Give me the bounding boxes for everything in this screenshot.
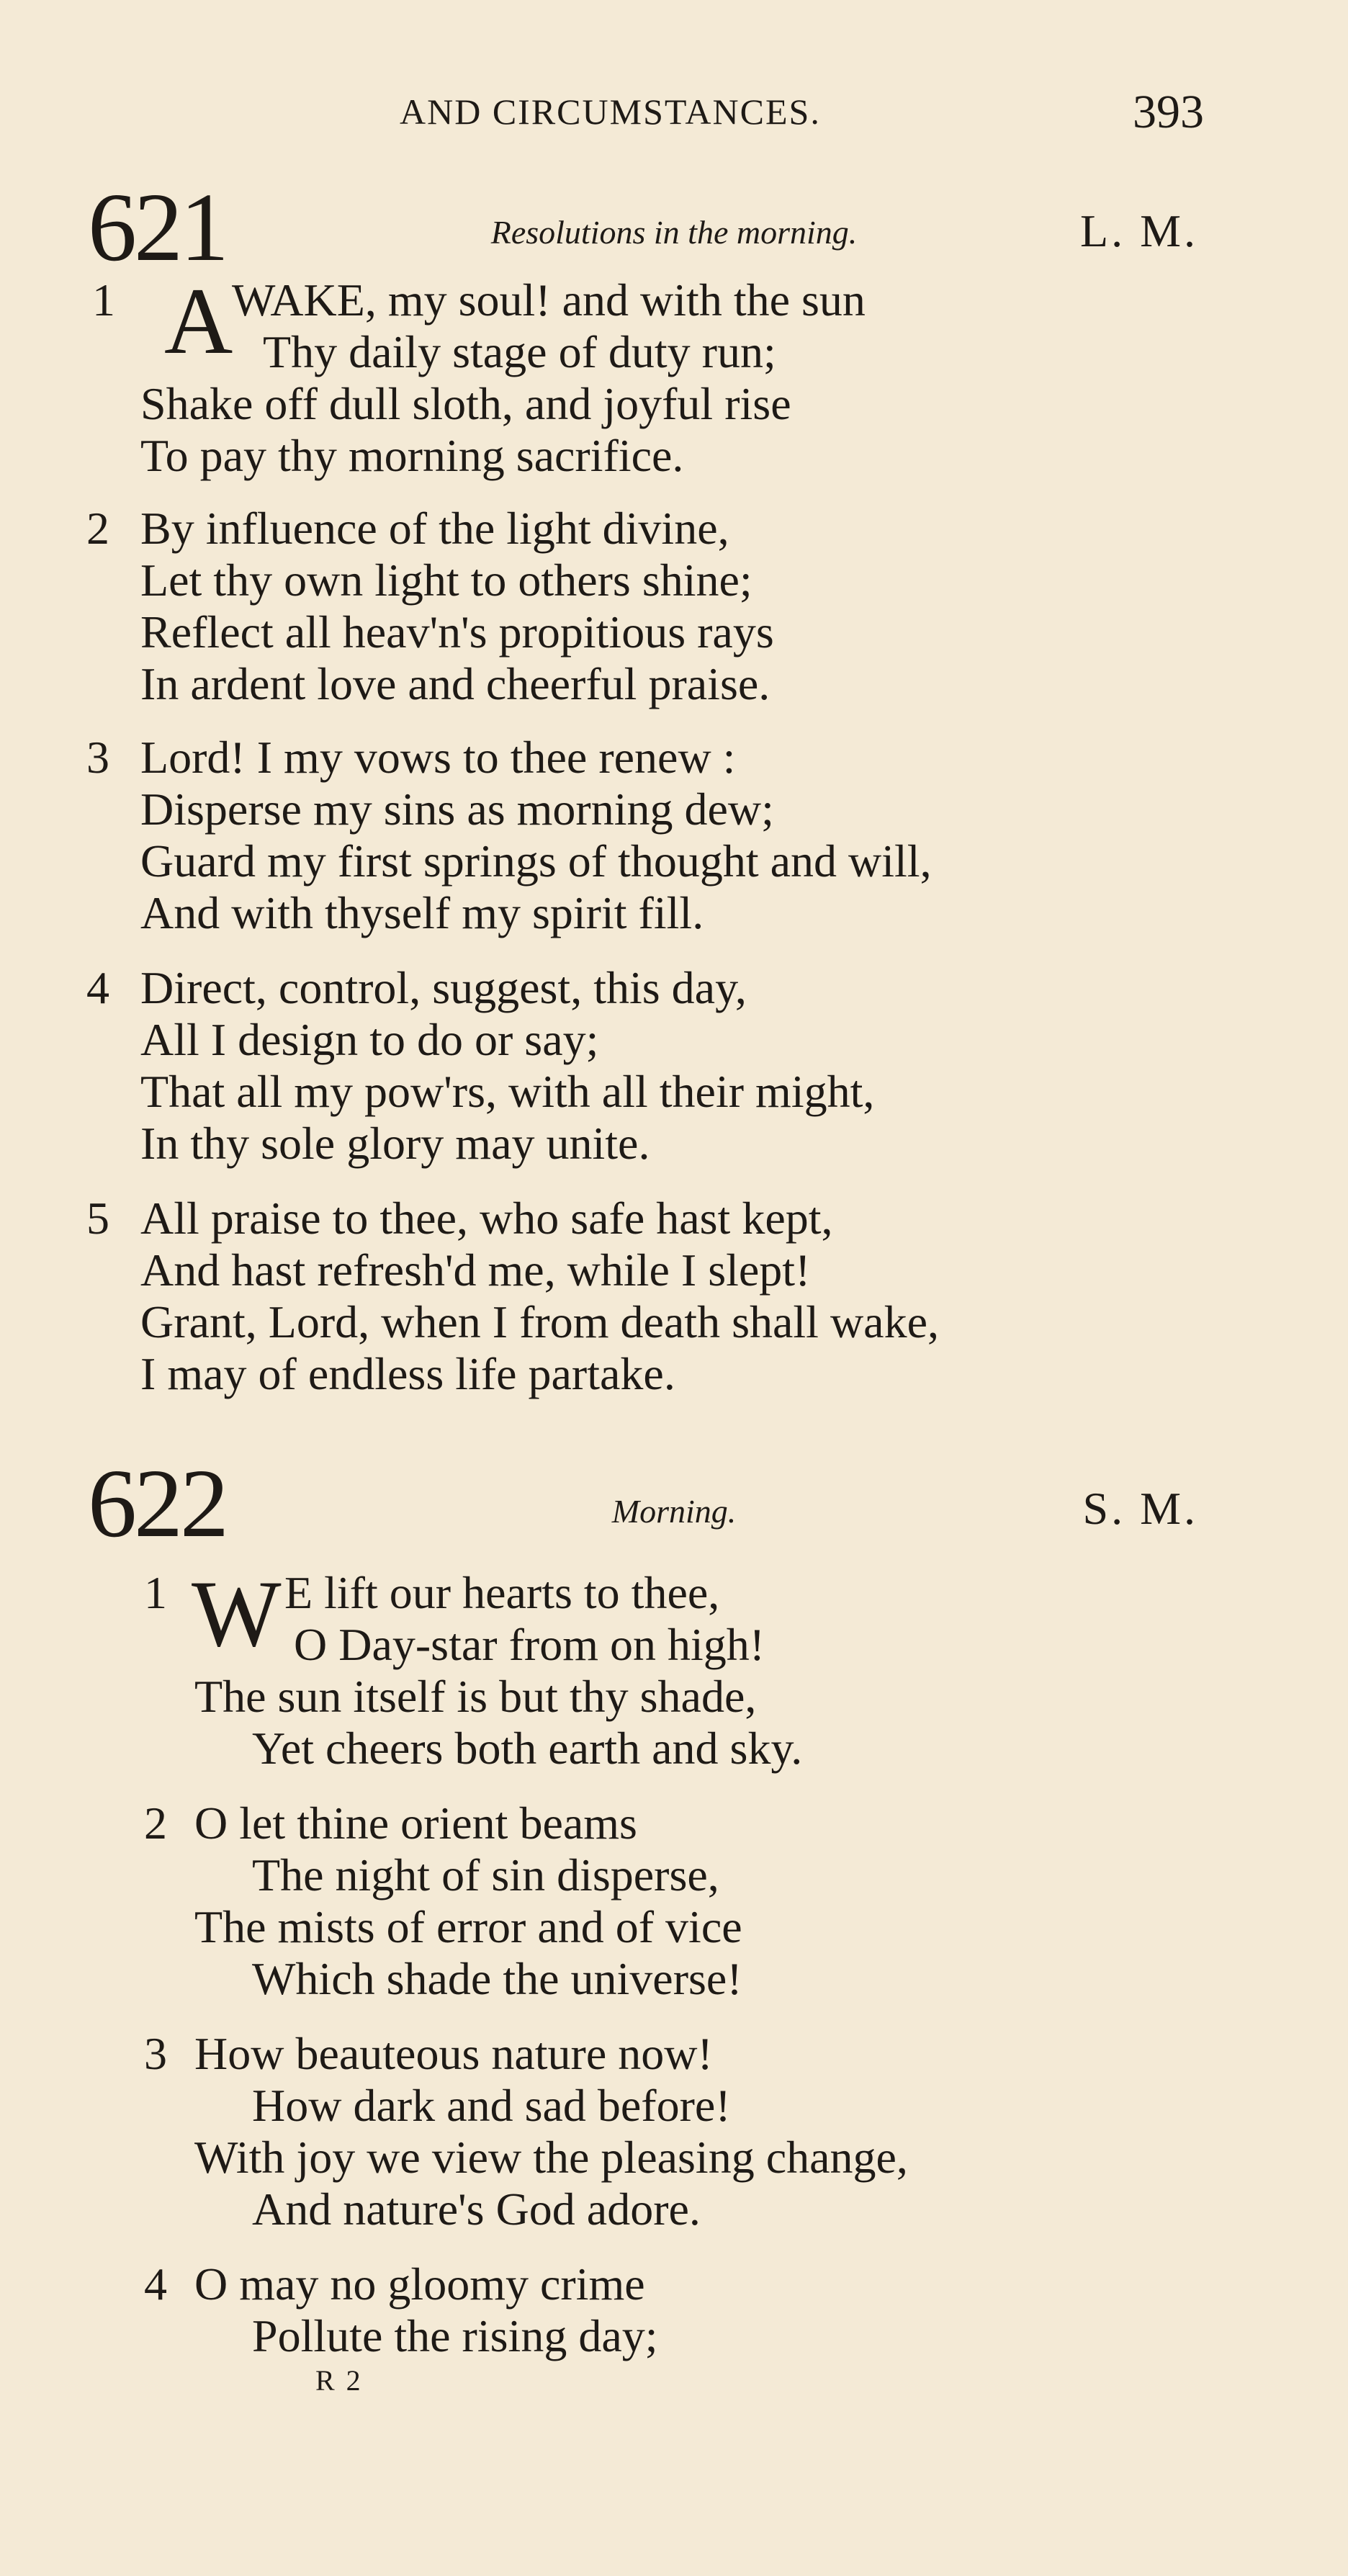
hymn-621-header [0, 174, 1348, 282]
verse-number: 4 [86, 962, 109, 1013]
verse-line: Shake off dull sloth, and joyful rise [140, 378, 791, 429]
verse-line: The sun itself is but thy shade, [194, 1671, 757, 1722]
verse-line: Disperse my sins as morning dew; [140, 784, 774, 835]
verse-number: 2 [144, 1798, 167, 1849]
verse-line: All I design to do or say; [140, 1014, 599, 1065]
verse-line: O Day-star from on high! [294, 1619, 765, 1670]
verse-line: And nature's God adore. [252, 2184, 701, 2235]
verse-line: E lift our hearts to thee, [284, 1567, 720, 1618]
verse-line: By influence of the light divine, [140, 503, 729, 554]
drop-cap: W [192, 1561, 282, 1666]
hymn-number: 621 [88, 174, 226, 282]
verse-line: And hast refresh'd me, while I slept! [140, 1244, 811, 1296]
verse-line: Reflect all heav'n's propitious rays [140, 606, 774, 658]
hymn-title: Resolutions in the morning. [490, 214, 858, 251]
verse-line: The mists of error and of vice [194, 1901, 742, 1952]
verse-line: All praise to thee, who safe hast kept, [140, 1193, 833, 1244]
verse-number: 1 [144, 1567, 167, 1618]
verse-line: Direct, control, suggest, this day, [140, 962, 747, 1013]
verse-line: To pay thy morning sacrifice. [140, 430, 684, 481]
verse-line: Thy daily stage of duty run; [263, 326, 776, 377]
verse-line: With joy we view the pleasing change, [194, 2132, 908, 2183]
verse-number: 1 [92, 274, 115, 326]
running-head [0, 85, 1348, 143]
verse-line: Lord! I my vows to thee renew : [140, 732, 736, 783]
verse-line: How dark and sad before! [252, 2080, 731, 2131]
hymn-title: Morning. [611, 1493, 737, 1530]
verse-line: In thy sole glory may unite. [140, 1118, 650, 1169]
verse-line: WAKE, my soul! and with the sun [232, 274, 866, 326]
verse-line: I may of endless life partake. [140, 1348, 675, 1399]
verse-line: And with thyself my spirit fill. [140, 887, 704, 938]
verse-number: 5 [86, 1193, 109, 1244]
hymn-meter: S. M. [1082, 1483, 1198, 1534]
verse-line: The night of sin disperse, [252, 1849, 719, 1900]
running-title: AND CIRCUMSTANCES. [400, 91, 821, 132]
verse-number: 3 [86, 732, 109, 783]
verse-number: 3 [144, 2028, 167, 2079]
verse-line: Which shade the universe! [252, 1953, 742, 2004]
hymn-meter: L. M. [1080, 205, 1198, 256]
verse-number: 4 [144, 2258, 167, 2310]
verse-line: In ardent love and cheerful praise. [140, 658, 770, 709]
signature-mark: R 2 [315, 2364, 363, 2397]
verse-line: Pollute the rising day; [252, 2310, 658, 2361]
hymn-622-header [0, 1450, 1348, 1558]
verse-line: Grant, Lord, when I from death shall wake, [140, 1296, 939, 1347]
hymn-number: 622 [88, 1450, 226, 1558]
verse-line: Guard my first springs of thought and will, [140, 835, 932, 887]
verse-line: O let thine orient beams [194, 1798, 637, 1849]
verse-line: That all my pow'rs, with all their might, [140, 1066, 875, 1117]
verse-line: Yet cheers both earth and sky. [252, 1723, 803, 1774]
drop-cap: A [164, 268, 233, 374]
verse-number: 2 [86, 503, 109, 554]
page-number: 393 [1133, 86, 1204, 138]
verse-line: O may no gloomy crime [194, 2258, 645, 2310]
verse-line: Let thy own light to others shine; [140, 555, 752, 606]
verse-line: How beauteous nature now! [194, 2028, 713, 2079]
